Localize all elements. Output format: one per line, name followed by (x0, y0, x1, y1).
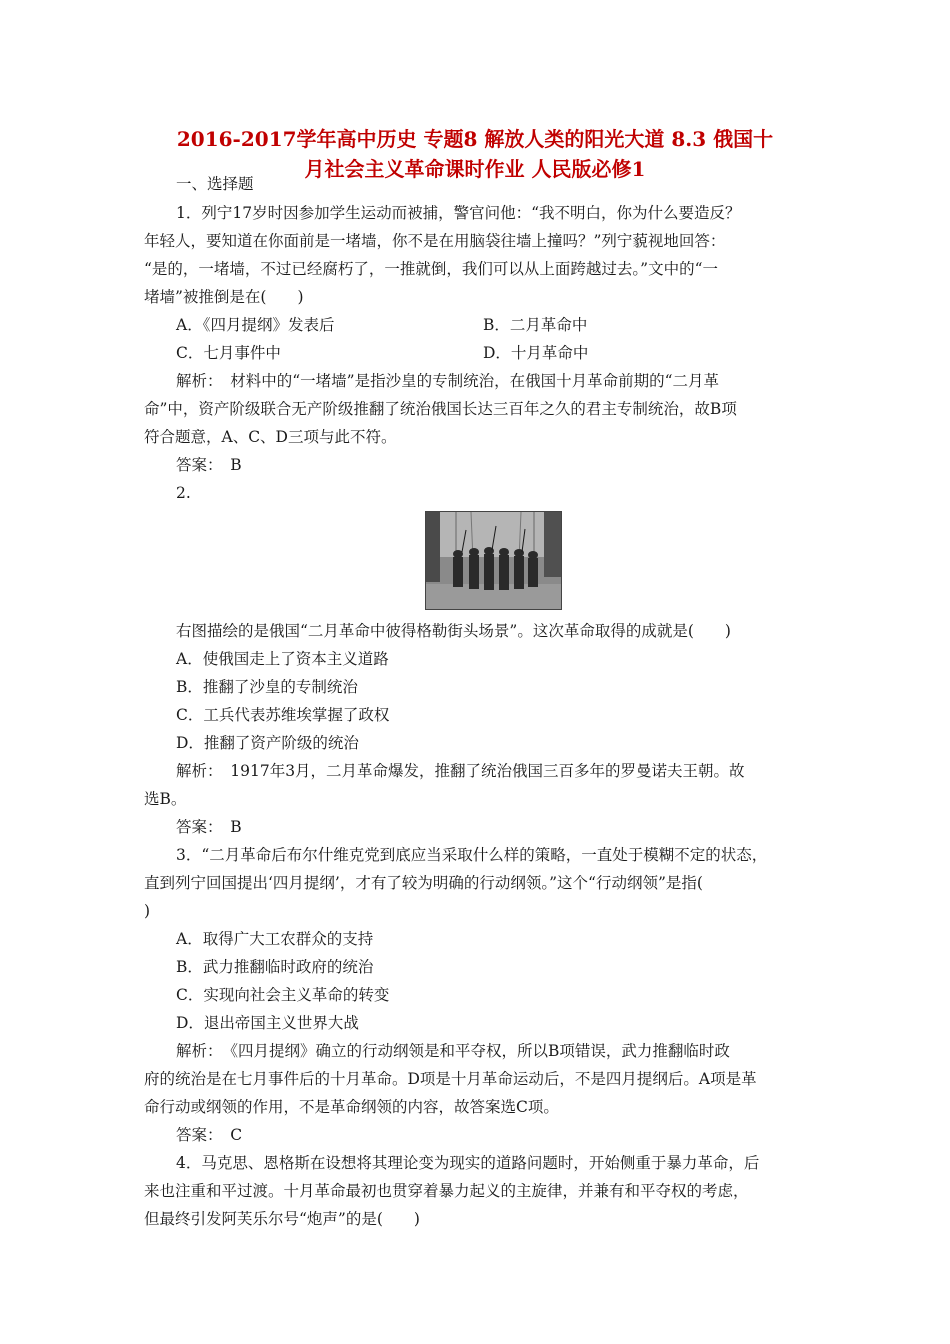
q3-stem-line-2: 直到列宁回国提出‘四月提纲’，才有了较为明确的行动纲领。”这个“行动纲领”是指( (144, 874, 703, 892)
q2-option-b: B．推翻了沙皇的专制统治 (176, 678, 358, 696)
q1-explanation-line-2: 命”中，资产阶级联合无产阶级推翻了统治俄国长达三百年之久的君主专制统治，故B项 (144, 400, 737, 418)
q1-option-d: D．十月革命中 (483, 344, 589, 362)
q2-option-a: A．使俄国走上了资本主义道路 (176, 650, 389, 668)
q2-explanation-line-1: 解析： 1917年3月，二月革命爆发，推翻了统治俄国三百多年的罗曼诺夫王朝。故 (176, 762, 745, 780)
q4-stem-line-2: 来也注重和平过渡。十月革命最初也贯穿着暴力起义的主旋律，并兼有和平夺权的考虑， (144, 1182, 749, 1200)
q3-stem-line-3: ) (144, 902, 151, 920)
q2-option-d: D．推翻了资产阶级的统治 (176, 734, 359, 752)
q1-stem-line-1: 1．列宁17岁时因参加学生运动而被捕，警官问他：“我不明白，你为什么要造反？ (176, 204, 741, 222)
q2-option-c: C．工兵代表苏维埃掌握了政权 (176, 706, 390, 724)
q2-explanation-line-2: 选B。 (144, 790, 187, 808)
q3-option-c: C．实现向社会主义革命的转变 (176, 986, 390, 1004)
q3-stem-line-1: 3．“二月革命后布尔什维克党到底应当采取什么样的策略，一直处于模糊不定的状态， (176, 846, 768, 864)
q3-explanation-line-1: 解析： 《四月提纲》确立的行动纲领是和平夺权，所以B项错误，武力推翻临时政 (176, 1042, 730, 1060)
q1-stem-line-4: 堵墙”被推倒是在( ) (144, 288, 304, 306)
q3-option-b: B．武力推翻临时政府的统治 (176, 958, 374, 976)
photo-illustration (426, 512, 561, 609)
q1-option-b: B．二月革命中 (483, 316, 588, 334)
q3-answer: 答案： C (176, 1126, 243, 1144)
q3-option-d: D．退出帝国主义世界大战 (176, 1014, 359, 1032)
q4-stem-line-1: 4．马克思、恩格斯在设想将其理论变为现实的道路问题时，开始侧重于暴力革命，后 (176, 1154, 760, 1172)
q2-stem: 右图描绘的是俄国“二月革命中彼得格勒街头场景”。这次革命取得的成就是( ) (176, 622, 731, 640)
q1-option-a: A．《四月提纲》发表后 (176, 316, 335, 334)
q2-number: 2. (176, 484, 191, 502)
title-line-1: 2016-2017学年高中历史 专题8 解放人类的阳光大道 8.3 俄国十 (176, 127, 774, 151)
q1-answer: 答案： B (176, 456, 242, 474)
section-heading: 一、选择题 (176, 175, 254, 193)
q3-option-a: A．取得广大工农群众的支持 (176, 930, 374, 948)
q1-option-c: C．七月事件中 (176, 344, 281, 362)
q1-stem-line-2: 年轻人，要知道在你面前是一堵墙，你不是在用脑袋往墙上撞吗？”列宁藐视地回答： (144, 232, 726, 250)
q3-explanation-line-3: 命行动或纲领的作用，不是革命纲领的内容，故答案选C项。 (144, 1098, 559, 1116)
q1-explanation-line-3: 符合题意，A、C、D三项与此不符。 (144, 428, 397, 446)
q2-answer: 答案： B (176, 818, 242, 836)
q1-stem-line-3: “是的，一堵墙，不过已经腐朽了，一推就倒，我们可以从上面跨越过去。”文中的“一 (144, 260, 719, 278)
q1-explanation-line-1: 解析： 材料中的“一堵墙”是指沙皇的专制统治，在俄国十月革命前期的“二月革 (176, 372, 720, 390)
street-scene-photo (425, 511, 562, 610)
title-line-2: 月社会主义革命课时作业 人民版必修1 (304, 157, 646, 181)
q4-stem-line-3: 但最终引发阿芙乐尔号“炮声”的是( ) (144, 1210, 420, 1228)
q3-explanation-line-2: 府的统治是在七月事件后的十月革命。D项是十月革命运动后，不是四月提纲后。A项是革 (144, 1070, 757, 1088)
